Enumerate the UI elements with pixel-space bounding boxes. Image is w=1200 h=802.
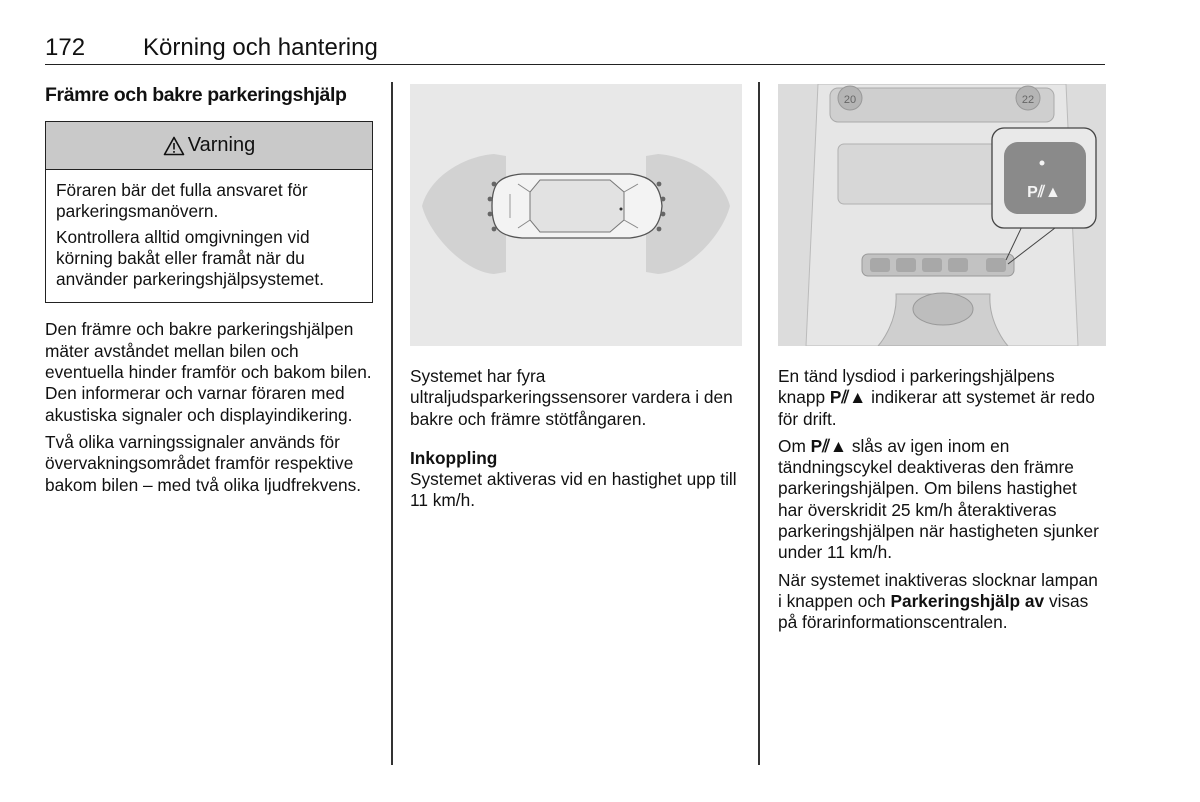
paragraph-2: Två olika varningssignaler används för övervakningsområdet framför respektive bakom bilen – med två olika ljudfrekvens.	[45, 431, 362, 495]
led-indicator	[1040, 161, 1045, 166]
paragraph-2: Systemet aktiveras vid en hastighet upp till 11 km/h.	[410, 469, 737, 511]
warning-heading: Varning	[187, 134, 256, 156]
page-header	[45, 34, 1105, 65]
button-symbol: P⫽▲	[1027, 184, 1061, 201]
car-top-view-illustration	[410, 84, 742, 346]
subheading-inkoppling: Inkoppling	[410, 447, 498, 468]
warning-box	[45, 121, 373, 303]
column-divider-1	[391, 82, 393, 765]
figure-sensor-zones	[410, 84, 742, 346]
warning-text-1: Föraren bär det fulla ansvaret för parkeringsmanövern.	[56, 180, 308, 222]
paragraph-1: En tänd lysdiod i parkeringshjälpens knapp P⫽▲ indikerar att systemet är redo för drift.	[778, 366, 1095, 429]
center-console-illustration	[778, 84, 1106, 346]
page-number: 172	[45, 34, 86, 61]
column-1	[45, 84, 373, 502]
park-button-symbol: P⫽▲	[829, 387, 867, 408]
message-parkeringshjalp-av: Parkeringshjälp av	[890, 590, 1045, 611]
figure-console-button	[778, 84, 1106, 346]
paragraph-1: Den främre och bakre parkeringshjälpen mäter avståndet mellan bilen och eventuella hinder framför och bakom bilen. Den informerar och varnar föraren med akustiska signaler och displayindikering.	[45, 319, 372, 425]
park-button-symbol-2: P⫽▲	[810, 435, 847, 456]
right-temp-dial: 22	[1021, 94, 1035, 106]
column-3	[778, 84, 1106, 640]
park-assist-button	[1004, 142, 1086, 214]
warning-text-2: Kontrollera alltid omgivningen vid körning bakåt eller framåt när du använder parkeringshjälpsystemet.	[56, 226, 325, 290]
column-divider-2	[758, 82, 760, 765]
section-title: Främre och bakre parkeringshjälp	[45, 84, 347, 106]
paragraph-3: När systemet inaktiveras slocknar lampan i knappen och Parkeringshjälp av visas på förarinformationscentralen.	[778, 569, 1098, 633]
column-2	[410, 84, 742, 518]
warning-header	[46, 122, 372, 170]
chapter-title: Körning och hantering	[143, 34, 378, 61]
paragraph-2: Om P⫽▲ slås av igen inom en tändningscykel deaktiveras den främre parkeringshjälpen. Om bilens hastighet har överskridit 25 km/h återaktiveras parkeringshjälpen när hastigheten sjunker under 11 km/h.	[778, 435, 1099, 563]
left-temp-dial: 20	[843, 94, 857, 106]
warning-triangle-icon	[163, 136, 185, 156]
car-body	[492, 174, 662, 238]
paragraph-1: Systemet har fyra ultraljudsparkeringssensorer vardera i den bakre och främre stötfångaren.	[410, 366, 733, 429]
warning-body	[46, 170, 372, 302]
